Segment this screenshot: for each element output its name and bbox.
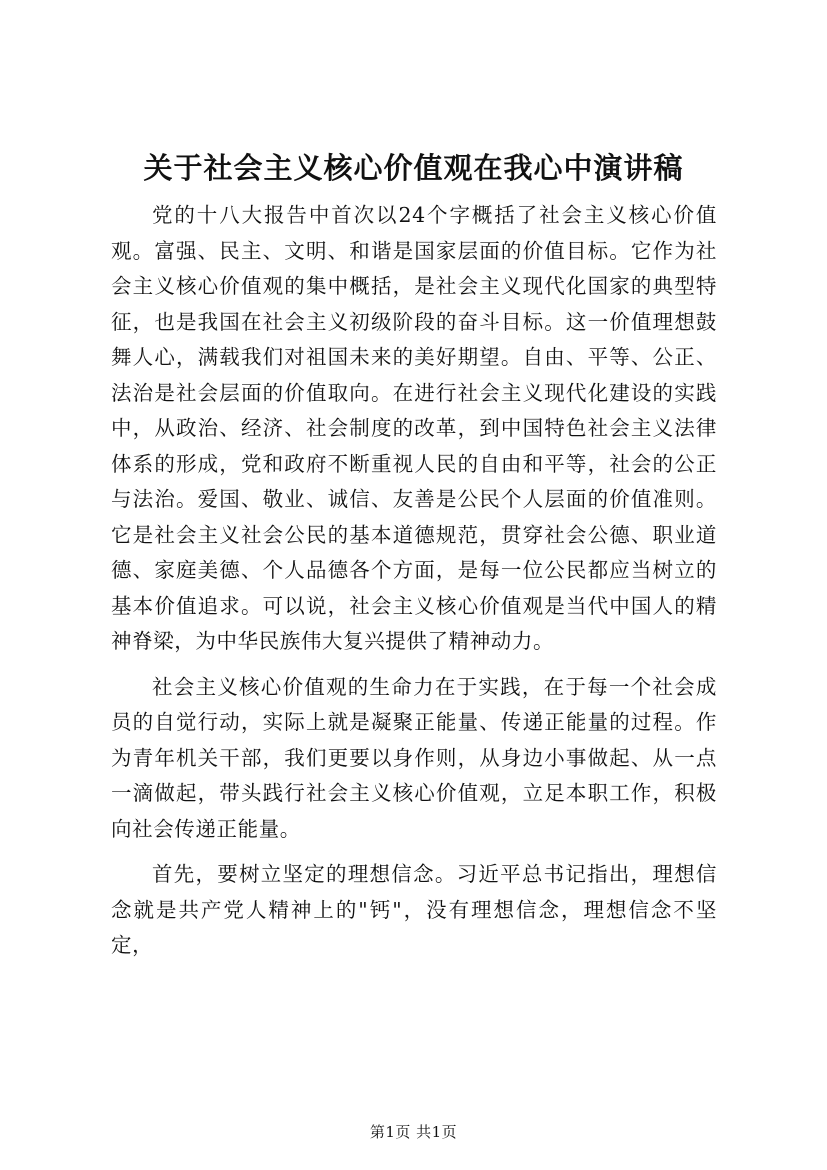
body-paragraph-3: 首先，要树立坚定的理想信念。习近平总书记指出，理想信念就是共产党人精神上的"钙"，没有理想信念，理想信念不坚定， xyxy=(111,862,717,957)
document-title: 关于社会主义核心价值观在我心中演讲稿 xyxy=(143,151,684,185)
body-paragraph-1: 党的十八大报告中首次以24个字概括了社会主义核心价值观。富强、民主、文明、和谐是国家层面的价值目标。它作为社会主义核心价值观的集中概括，是社会主义现代化国家的典型特征，也是我国在社会主义初级阶段的奋斗目标。这一价值理想鼓舞人心，满载我们对祖国未来的美好期望。自由、平等、公正、法治是社会层面的价值取向。在进行社会主义现代化建设的实践中，从政治、经济、社会制度的改革，到中国特色社会主义法律体系的形成，党和政府不断重视人民的自由和平等，社会的公正与法治。爱国、敬业、诚信、友善是公民个人层面的价值准则。它是社会主义社会公民的基本道德规范，贯穿社会公德、职业道德、家庭美德、个人品德各个方面，是每一位公民都应当树立的基本价值追求。可以说，社会主义核心价值观是当代中国人的精神脊梁，为中华民族伟大复兴提供了精神动力。 xyxy=(111,203,717,653)
body-paragraph-2: 社会主义核心价值观的生命力在于实践，在于每一个社会成员的自觉行动，实际上就是凝聚正能量、传递正能量的过程。作为青年机关干部，我们更要以身作则，从身边小事做起、从一点一滴做起，带头践行社会主义核心价值观，立足本职工作，积极向社会传递正能量。 xyxy=(111,674,717,841)
page-footer: 第1页 共1页 xyxy=(369,1123,458,1141)
document-body xyxy=(111,198,717,974)
